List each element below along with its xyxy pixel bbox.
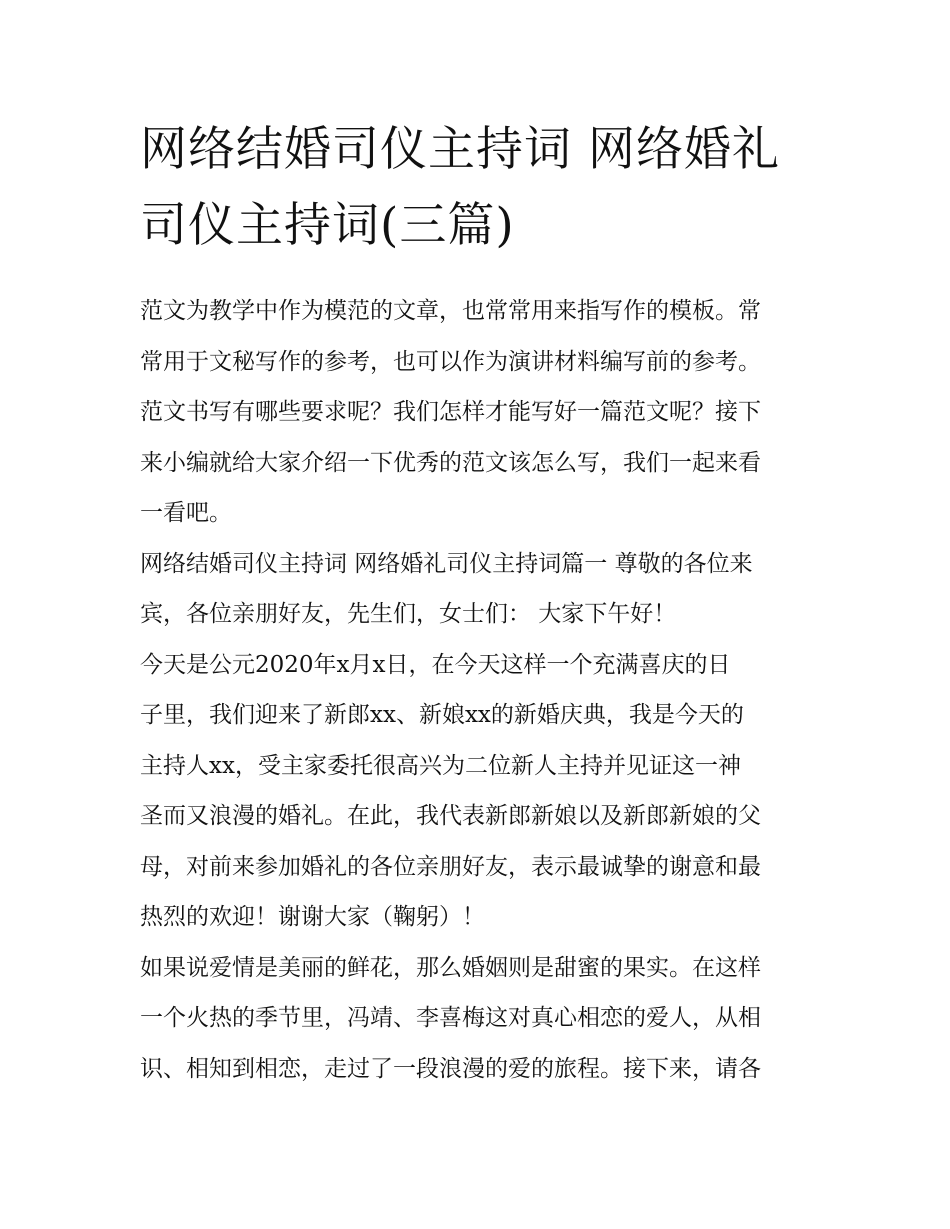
- document-body: [140, 286, 812, 1094]
- text-line: 来小编就给大家介绍一下优秀的范文该怎么写，我们一起来看: [140, 449, 761, 476]
- text-line: 圣而又浪漫的婚礼。在此，我代表新郎新娘以及新郎新娘的父: [140, 803, 761, 829]
- text-line: 网络结婚司仪主持词 网络婚礼司仪主持词篇一 尊敬的各位来: [140, 550, 753, 577]
- text-line: 热烈的欢迎！谢谢大家（鞠躬）！: [140, 904, 485, 930]
- text-line: 今天是公元2020年x月x日，在今天这样一个充满喜庆的日: [140, 651, 731, 678]
- paragraph-love: [140, 943, 812, 1095]
- text-line: 常用于文秘写作的参考，也可以作为演讲材料编写前的参考。: [140, 348, 761, 375]
- paragraph-intro: [140, 286, 812, 539]
- paragraph-opening: [140, 640, 812, 943]
- title-line: 司仪主持词(三篇): [140, 198, 515, 253]
- text-line: 识、相知到相恋，走过了一段浪漫的爱的旅程。接下来，请各: [140, 1055, 761, 1082]
- text-line: 如果说爱情是美丽的鲜花，那么婚姻则是甜蜜的果实。在这样: [140, 954, 761, 981]
- text-line: 范文书写有哪些要求呢？我们怎样才能写好一篇范文呢？接下: [140, 399, 761, 425]
- title-line: 网络结婚司仪主持词 网络婚礼: [140, 122, 780, 177]
- document-page: [140, 112, 812, 1094]
- text-line: 一看吧。: [140, 500, 232, 526]
- text-line: 母，对前来参加婚礼的各位亲朋好友，表示最诚挚的谢意和最: [140, 853, 761, 880]
- text-line: 一个火热的季节里，冯靖、李喜梅这对真心相恋的爱人，从相: [140, 1005, 761, 1031]
- text-line: 子里，我们迎来了新郎xx、新娘xx的新婚庆典，我是今天的: [140, 702, 744, 728]
- document-title: [140, 112, 812, 264]
- paragraph-greeting: [140, 539, 812, 640]
- text-line: 范文为教学中作为模范的文章，也常常用来指写作的模板。常: [140, 298, 761, 324]
- text-line: 宾，各位亲朋好友，先生们，女士们： 大家下午好！: [140, 601, 677, 627]
- text-line: 主持人xx，受主家委托很高兴为二位新人主持并见证这一神: [140, 752, 741, 779]
